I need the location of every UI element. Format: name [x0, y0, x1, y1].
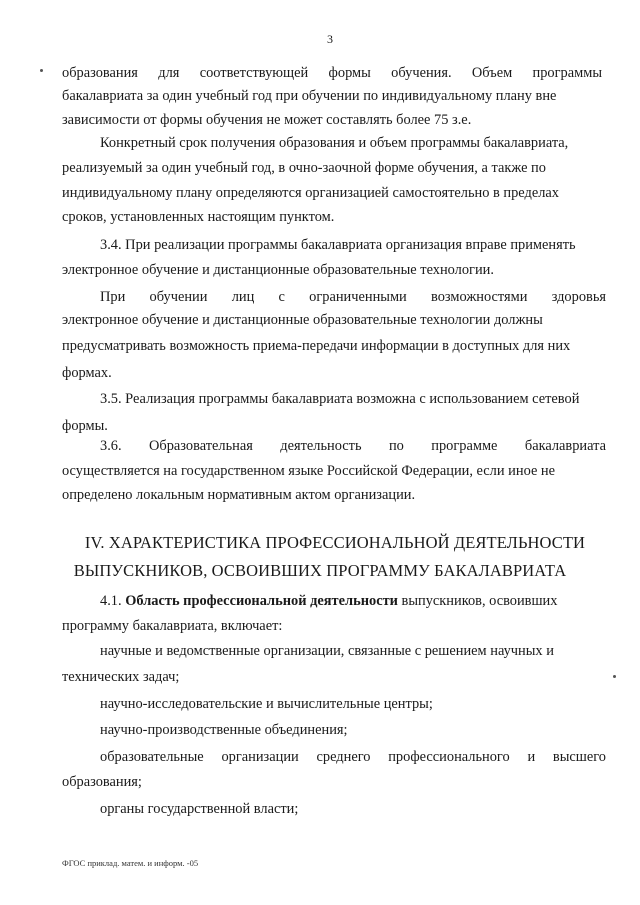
text-line: электронное обучение и дистанционные образовательные технологии должны — [62, 312, 543, 328]
text-line: образования для соответствующей формы обучения. Объем программы — [62, 65, 602, 81]
list-item: органы государственной власти; — [100, 801, 299, 817]
clause-text: выпускников, освоивших — [401, 593, 558, 609]
clause-number: 4.1. — [100, 593, 122, 609]
text-line: формах. — [62, 365, 112, 381]
text-line: электронное обучение и дистанционные образовательные технологии. — [62, 262, 494, 278]
list-item: технических задач; — [62, 669, 180, 685]
text-line: осуществляется на государственном языке Российской Федерации, если иное не — [62, 463, 556, 479]
clause-bold-term: Область профессиональной деятельности — [125, 593, 398, 609]
scan-speck — [40, 69, 43, 72]
list-item: научно-производственные объединения; — [100, 722, 348, 738]
text-line: При обучении лиц с ограниченными возможностями здоровья — [100, 289, 606, 305]
text-line: 3.4. При реализации программы бакалавриата организация вправе применять — [100, 237, 576, 253]
text-line: программу бакалавриата, включает: — [62, 618, 283, 634]
list-item: научно-исследовательские и вычислительные центры; — [100, 696, 433, 712]
text-line: Конкретный срок получения образования и объем программы бакалавриата, — [100, 135, 569, 151]
list-item: образовательные организации среднего профессионального и высшего — [100, 749, 606, 765]
text-line: предусматривать возможность приема-передачи информации в доступных для них — [62, 338, 571, 354]
text-line: 3.6. Образовательная деятельность по программе бакалавриата — [100, 438, 606, 454]
section-heading-line-2: ВЫПУСКНИКОВ, ОСВОИВШИХ ПРОГРАММУ БАКАЛАВРИАТА — [73, 561, 567, 580]
page-number: 3 — [327, 32, 333, 46]
clause-4-1 — [100, 591, 557, 611]
text-line: зависимости от формы обучения не может составлять более 75 з.е. — [62, 112, 472, 128]
text-line: формы. — [62, 418, 108, 434]
text-line: индивидуальному плану определяются организацией самостоятельно в пределах — [62, 185, 559, 201]
footer-text: ФГОС приклад. матем. и информ. -05 — [62, 858, 199, 868]
text-line: сроков, установленных настоящим пунктом. — [62, 209, 335, 225]
text-line: бакалавриата за один учебный год при обучении по индивидуальному плану вне — [62, 88, 557, 104]
text-line: определено локальным нормативным актом организации. — [62, 487, 416, 503]
list-item: образования; — [62, 774, 142, 790]
section-heading-line-1: IV. ХАРАКТЕРИСТИКА ПРОФЕССИОНАЛЬНОЙ ДЕЯТЕЛЬНОСТИ — [84, 533, 586, 552]
text-line: 3.5. Реализация программы бакалавриата возможна с использованием сетевой — [100, 391, 580, 407]
list-item: научные и ведомственные организации, связанные с решением научных и — [100, 643, 554, 659]
scan-speck — [613, 675, 616, 678]
text-line: реализуемый за один учебный год, в очно-заочной форме обучения, а также по — [62, 160, 546, 176]
